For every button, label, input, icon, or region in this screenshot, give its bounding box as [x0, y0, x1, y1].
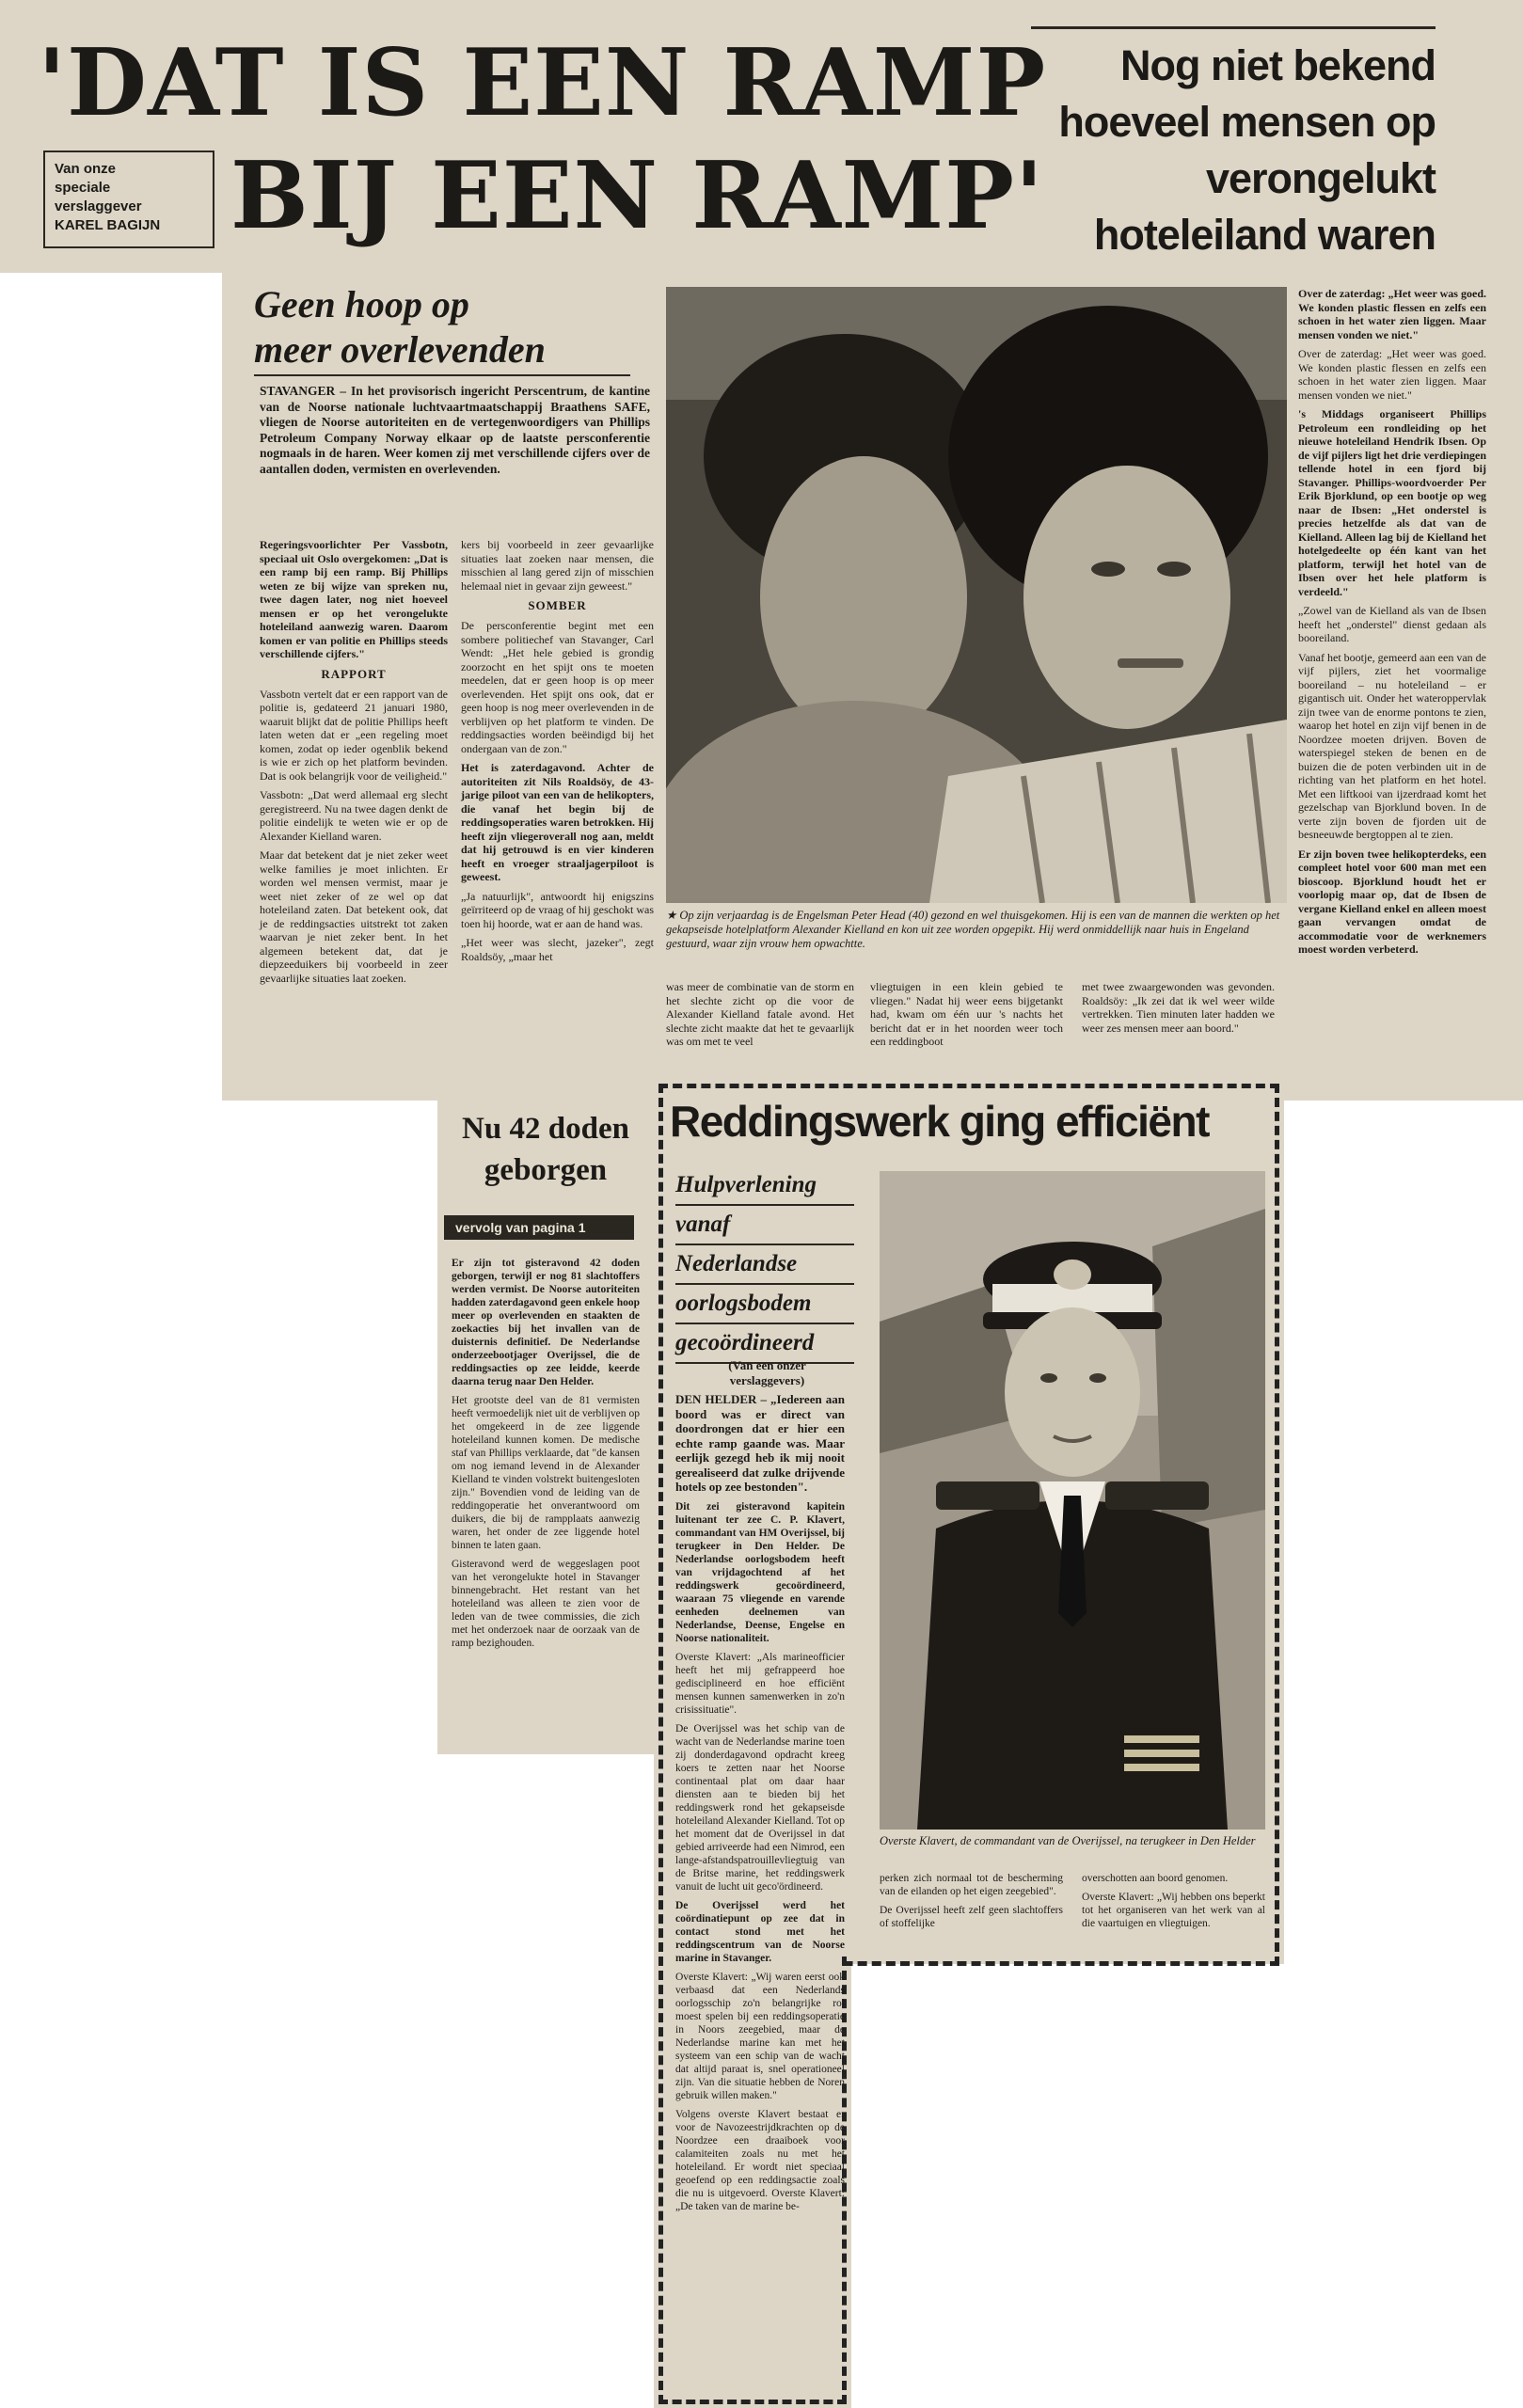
redding-paragraph: Dit zei gisteravond kapitein luitenant ter zee C. P. Klavert, commandant van HM Overijssel, bij terugkeer in Den Helder. De Nederlandse oorlogsbodem heeft van vrijdagochtend af het reddingswerk gecoördineerd, waaraan 75 vliegende en varende eenheden deelnemen van Nederlandse, Deense, Engelse en Noorse nationaliteit. — [675, 1500, 845, 1644]
column-3 — [1298, 287, 1486, 962]
col1-paragraph: Vassbotn vertelt dat er een rapport van de politie is, gedateerd 21 januari 1980, waaruit blijkt dat de politie Phillips heeft laten weten dat er „een regeling moet komen, zodat op ieder ogenblik bekend is wie er zich op het platform bevinden. Dat is ook belangrijk voor de veiligheid." — [260, 687, 448, 783]
box-42-paragraph: Er zijn tot gisteravond 42 doden geborgen, terwijl er nog 81 slachtoffers werden vermist. De Noorse autoriteiten hadden zaterdagavond geen enkele hoop meer op overlevenden en staakten de zoekacties bij het invallen van de duisternis definitief. De Nederlandse onderzeebootjager Overijssel, die de reddingsacties op zee leidde, keerde daarna terug naar Den Helder. — [452, 1258, 640, 1387]
section-head — [254, 282, 630, 372]
byline-author: KAREL BAGIJN — [55, 217, 161, 233]
redding-subtitle-line: gecoördineerd — [675, 1324, 854, 1364]
byline-line: verslaggever — [55, 198, 142, 214]
col2-subhead: SOMBER — [528, 598, 587, 612]
col1-paragraph: Vassbotn: „Dat werd allemaal erg slecht geregistreerd. Nu na twee dagen denkt de politie eindelijk te weten wie er op de Alexander Kielland waren. — [260, 788, 448, 843]
column-2 — [461, 538, 654, 969]
side-headline-line: verongelukt — [1205, 154, 1436, 202]
redding-col3-paragraph: Overste Klavert: „Wij hebben ons beperkt tot het organiseren van het werk van al die vaartuigen en vliegtuigen. — [1082, 1892, 1265, 1929]
col2-paragraph: kers bij voorbeeld in zeer gevaarlijke situaties laat zoeken naar mensen, die misschien al lang gered zijn of misschien helemaal niet in gevaar zijn geweest." — [461, 538, 654, 593]
box-42-title-line: geborgen — [484, 1153, 608, 1187]
redding-paragraph: Volgens overste Klavert bestaat er voor de Navozeestrijdkrachten op de Noordzee een draaiboek voor calamiteiten zoals nu met het hoteleiland. Er wordt niet speciaal geoefend op een reddingsactie zoals die nu is uitgevoerd. Overste Klavert: „De taken van de marine be- — [675, 2108, 845, 2212]
box-42-body — [452, 1257, 640, 1656]
redding-col2-paragraph: De Overijssel heeft zelf geen slachtoffers of stoffelijke — [880, 1905, 1063, 1929]
redding-subtitle-line: vanaf — [675, 1206, 854, 1245]
byline-box — [43, 150, 214, 248]
redding-col3-paragraph: overschotten aan boord genomen. — [1082, 1873, 1229, 1884]
redding-subtitle-line: Hulpverlening — [675, 1166, 854, 1206]
continued-label: vervolg van pagina 1 — [444, 1215, 634, 1240]
redding-col-3 — [1082, 1872, 1265, 1936]
redding-reporter-line: verslaggevers) — [729, 1373, 805, 1387]
col3-paragraph: „Zowel van de Kielland als van de Ibsen heeft het „onderstel" dienst gedaan als booreiland. — [1298, 604, 1486, 644]
under-photo-col-3: met twee zwaargewonden was gevonden. Roaldsöy: „Ik zei dat ik wel weer wilde vertrekken. Tien minuten later hadden we weer zes mensen meer aan boord." — [1082, 980, 1275, 1035]
col1-paragraph: Maar dat betekent dat je niet zeker weet welke families je moet inlichten. Er worden wel mensen vermist, maar je weet niet zeker of ze wel op dat hoteleiland zaten. Dat betekent ook, dat je de reddingsacties uitstrekt tot zaken waarvan je niet zeker bent. In het algemeen betekent dat, dat je diepzeeduikers bij voorbeeld in zeer gevaarlijke situaties laat zoeken. — [260, 848, 448, 985]
side-headline — [1031, 38, 1436, 263]
photo2-caption: Overste Klavert, de commandant van de Overijssel, na terugkeer in Den Helder — [880, 1834, 1256, 1847]
lead-paragraph: STAVANGER – In het provisorisch ingericht Perscentrum, de kantine van de Noorse nationale luchtvaartmaatschappij Braathens SAFE, vliegen de Noorse autoriteiten en de vertegenwoordigers van Phillips Petroleum Company Norway elkaar op de laatste persconferentie nogmaals in de haren. Weer komen zij met verschillende cijfers over de aantallen doden, vermisten en overlevenden. — [260, 384, 650, 476]
col1-subhead: RAPPORT — [321, 666, 387, 681]
photo-peter-head — [666, 287, 1287, 903]
section-head-line: Geen hoop op — [254, 283, 469, 325]
redding-reporter — [675, 1358, 859, 1388]
redding-lead: DEN HELDER – „Iedereen aan boord was er direct van doordrongen dat er hier een echte ramp gaande was. Maar eerlijk gezegd heb ik mij nooit gerealiseerd dat zulke drijvende hotels op zee bestonden". — [675, 1392, 845, 1494]
col3-paragraph: Er zijn boven twee helikopterdeks, een compleet hotel voor 600 man met een bioscoop. Bjorklund houdt het er voorlopig maar op, dat de Ibsen de vergane Kielland enkel en alleen moest gaan vervangen omdat de accommodatie voor de werknemers moest worden verbeterd. — [1298, 847, 1486, 956]
col2-paragraph: „Het weer was slecht, jazeker", zegt Roaldsöy, „maar het — [461, 936, 654, 963]
headline-line-1: 'DAT IS EEN RAMP — [38, 29, 1047, 137]
col3-paragraph: Over de zaterdag: „Het weer was goed. We konden plastic flessen en zelfs een schoen in het water zien liggen. Maar mensen vonden we niet." — [1298, 287, 1486, 341]
redding-paragraph: Overste Klavert: „Wij waren eerst ook verbaasd dat een Nederlands oorlogsschip zo'n belangrijke rol moest spelen bij een reddingsoperatie in Noors zeegebied, maar de Nederlandse marine kan met het systeem van een schip van de wacht dat altijd paraat is, snel operationeel zijn. Van die situatie hebben de Noren gebruik willen maken." — [675, 1971, 845, 2101]
headline-line-2: BIJ EEN RAMP' — [230, 142, 1044, 250]
byline-line: Van onze — [55, 161, 117, 177]
photo-klavert — [880, 1171, 1265, 1830]
col1-paragraph: Regeringsvoorlichter Per Vassbotn, speciaal uit Oslo overgekomen: „Dat is een ramp bij een ramp. Bij Phillips weten ze bij wijze van spreken nu, twee dagen later, nog niet hoeveel mensen er op het verongelukte hoteleiland aanwezig waren. Daarom komen er van politie en Phillips steeds verschillende cijfers." — [260, 538, 448, 660]
redding-subtitle — [675, 1166, 854, 1364]
box-42-paragraph: Het grootste deel van de 81 vermisten heeft vermoedelijk niet uit de verblijven op het omgekeerd in de zee liggende hoteleiland kunnen komen. De medische staf van Phillips verklaarde, dat "de kansen om nog iemand levend in de Alexander Kielland te vinden volstrekt buitengesloten zijn." Bovendien vond de leiding van de reddingoperatie het onverantwoord om duikers, die bij de rampplaats aanwezig waren, het onder de zee liggende hotel binnen te laten gaan. — [452, 1395, 640, 1551]
col2-paragraph: „Ja natuurlijk", antwoordt hij enigszins geïrriteerd op de vraag of hij geschokt was toen hij hoorde, wat er aan de hand was. — [461, 889, 654, 930]
section-head-rule — [254, 374, 630, 376]
redding-paragraph: Overste Klavert: „Als marineofficier heeft het mij gefrappeerd hoe gedisciplineerd en hoe efficiënt mensen kunnen samenwerken in zo'n crisissituatie". — [675, 1651, 845, 1716]
redding-subtitle-line: Nederlandse — [675, 1245, 854, 1285]
col3-paragraph: 's Middags organiseert Phillips Petroleum een rondleiding op het nieuwe hoteleiland Hendrik Ibsen. Op de vijf pijlers ligt het drie verdiepingen tellende hotel in een fjord bij Stavanger. Phillips-woordvoerder Per Erik Bjorklund, op een bootje op weg naar de Ibsen: „Het onderstel is precies hetzelfde als dat van de Kielland. Alleen lag bij de Kielland het hotelgedeelte op één kant van het platform, terwijl het hotel van de Ibsen over het hele platform is verdeeld." — [1298, 407, 1486, 598]
col3-paragraph: Over de zaterdag: „Het weer was goed. We konden plastic flessen en zelfs een schoen in het water zien liggen. Maar mensen vonden we niet." — [1298, 347, 1486, 402]
redding-title: Reddingswerk ging efficiënt — [670, 1097, 1209, 1146]
photo1-caption: ★ Op zijn verjaardag is de Engelsman Peter Head (40) gezond en wel thuisgekomen. Hij is een van de mannen die werkten op het gekapseisde hotelplatform Alexander Kielland en kon uit zee worden opgepikt. Hij werd onmiddellijk naar huis in Engeland gestuurd, waar zijn vrouw hem opwachtte. — [666, 909, 1280, 950]
under-photo-col-2: vliegtuigen in een klein gebied te vliegen." Nadat hij weer eens bijgetankt had, kwam om één uur 's nachts het bericht dat er in het noorden weer toch een reddingboot — [870, 980, 1063, 1048]
side-headline-line: hoteleiland waren — [1093, 211, 1436, 259]
box-42-paragraph: Gisteravond werd de weggeslagen poot van het verongelukte hotel in Stavanger binnengebracht. Het restant van het hoteleiland was alleen te zien voor de leden van de twee commissies, die zich met het onderzoek naar de oorzaak van de ramp bezighouden. — [452, 1559, 640, 1649]
redding-paragraph: De Overijssel werd het coördinatiepunt op zee dat in contact stond met het reddingscentrum van de Noorse marine in Stavanger. — [675, 1899, 845, 1964]
under-photo-col-1: was meer de combinatie van de storm en het slechte zicht op die voor de Alexander Kielland fatale avond. Het slechte zicht maakte dat het te gevaarlijk was om met te veel — [666, 980, 854, 1048]
side-headline-line: hoeveel mensen op — [1058, 98, 1436, 146]
side-headline-rule — [1031, 26, 1436, 29]
col2-paragraph: Het is zaterdagavond. Achter de autoriteiten zit Nils Roaldsöy, de 43-jarige piloot van een van de helikopters, die vanaf het begin bij de reddingsoperaties waren betrokken. Hij heeft zijn vliegeroverall nog aan, meldt dat hij getrouwd is en vier kinderen heeft en vroeger straaljagerpiloot is geweest. — [461, 761, 654, 883]
commander-illustration — [880, 1171, 1265, 1830]
redding-col2-paragraph: perken zich normaal tot de bescherming van de eilanden op het eigen zeegebied". — [880, 1873, 1063, 1897]
side-headline-line: Nog niet bekend — [1119, 41, 1436, 89]
box-42-title — [437, 1108, 654, 1191]
col3-paragraph: Vanaf het bootje, gemeerd aan een van de vijf pijlers, ziet het voormalige booreiland – nu hoteleiland – er gigantisch uit. Onder het wateroppervlak zijn twee van de enorme pontons te zien, waarop het hotel en zijn vijf benen in de Noordzee moeten drijven. Boven de waterspiegel steken de benen en de buizen die de poten verbinden uit in de richting van het platform en het hotel. Met een liftkooi van ijzerdraad komt het gezelschap van Bjorklund boven. In de verte zijn boven de fjorden uit de besneeuwde bergtoppen al te zien. — [1298, 650, 1486, 841]
redding-paragraph: De Overijssel was het schip van de wacht van de Nederlandse marine toen zij donderdagavond opdracht kreeg koers te zetten naar het Noorse continentaal plat om daar haar diensten aan te bieden bij het reddingswerk rond het gekapseisde hoteleiland Alexander Kielland. Tot op het moment dat de Overijssel in dat gebied arriveerde had een Nimrod, een lange-afstandspatrouillevliegtuig van de Britse marine, het reddingswerk vanuit de lucht uit geco'ördineerd. — [675, 1722, 845, 1893]
portrait-illustration — [666, 287, 1287, 903]
redding-col-2 — [880, 1872, 1063, 1936]
redding-body — [675, 1392, 845, 2219]
section-head-line: meer overlevenden — [254, 328, 546, 371]
byline-line: speciale — [55, 180, 111, 196]
redding-subtitle-line: oorlogsbodem — [675, 1285, 854, 1324]
box-42-title-line: Nu 42 doden — [462, 1112, 629, 1146]
redding-reporter-line: (Van een onzer — [728, 1358, 806, 1372]
column-1 — [260, 538, 448, 990]
col2-paragraph: De persconferentie begint met een sombere politiechef van Stavanger, Carl Wendt: „Het hele gebied is grondig zoorzocht en het spijt ons te moeten meedelen, dat er geen hoop is op meer overlevenden. Het spijt ons ook, dat er geen hoop is nog meer overlevenden in de verblijven op het platform te vinden. De reddingsacties worden beëindigd bij het ondergaan van de zon." — [461, 619, 654, 755]
